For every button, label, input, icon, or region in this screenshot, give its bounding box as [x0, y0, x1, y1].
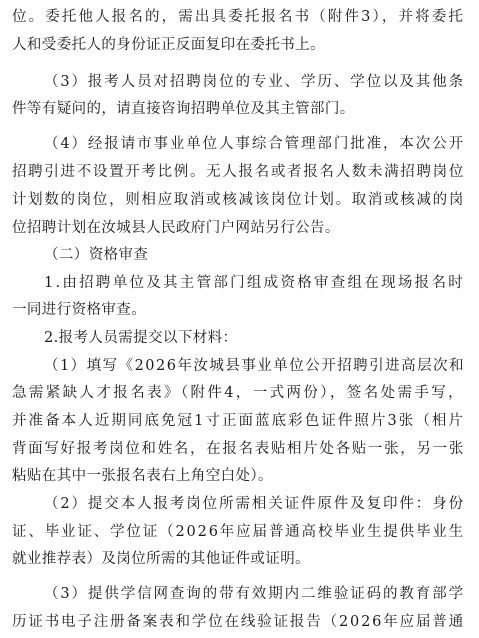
section-heading: （二）资格审查: [44, 247, 149, 263]
text-line: 一同进行资格审查。: [12, 302, 147, 318]
text-line: 位招聘计划在汝城县人民政府门户网站另行公告。: [12, 220, 340, 236]
text-line: 招聘引进不设置开考比例。无人报名或者报名人数未满招聘岗位: [12, 164, 465, 180]
text-line: 2.报考人员需提交以下材料：: [44, 330, 238, 346]
text-line: 计划数的岗位，则相应取消或核减该岗位计划。取消或核减的岗: [12, 192, 465, 208]
text-line: 1.由招聘单位及其主管部门组成资格审查组在现场报名时: [44, 275, 465, 291]
text-line: 证、毕业证、学位证（2026年应届普通高校毕业生提供毕业生: [12, 524, 465, 540]
text-line: 件等有疑问的，请直接咨询招聘单位及其主管部门。: [12, 101, 355, 117]
text-line: 背面写好报考岗位和姓名，在报名表贴相片处各贴一张，另一张: [12, 441, 465, 457]
text-line: 粘贴在其中一张报名表右上角空白处）。: [12, 468, 273, 484]
text-line: （3）提供学信网查询的带有效期内二维验证码的教育部学: [44, 586, 465, 602]
text-line: 就业推荐表）及岗位所需的其他证件或证明。: [12, 551, 310, 567]
text-line: 急需紧缺人才报名表》（附件4，一式两份），签名处需手写，: [12, 385, 465, 401]
text-line: 人和受委托人的身份证正反面复印在委托书上。: [12, 37, 325, 53]
text-line: （2）提交本人报考岗位所需相关证件原件及复印件：身份: [44, 496, 465, 512]
text-line: 并准备本人近期同底免冠1寸正面蓝底彩色证件照片3张（相片: [12, 413, 465, 429]
text-line: （1）填写《2026年汝城县事业单位公开招聘引进高层次和: [44, 358, 465, 374]
text-line: （4）经报请市事业单位人事综合管理部门批准，本次公开: [44, 136, 465, 152]
text-line: 位。委托他人报名的，需出具委托报名书（附件3），并将委托: [12, 9, 465, 25]
text-line: （3）报考人员对招聘岗位的专业、学历、学位以及其他条: [44, 74, 465, 90]
text-line: 历证书电子注册备案表和学位在线验证报告（2026年应届普通: [12, 614, 465, 630]
